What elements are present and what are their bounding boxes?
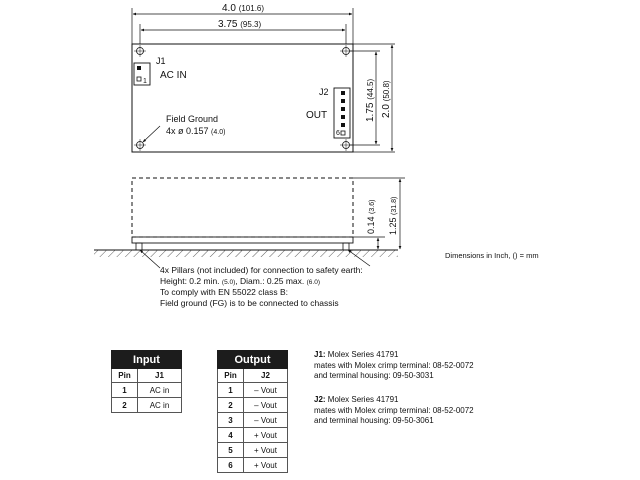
- table-row: [218, 413, 288, 428]
- output-col-j2: J2: [244, 369, 288, 383]
- table-row: [112, 398, 182, 413]
- field-ground-label: Field Ground: [166, 114, 219, 124]
- input-pin-table: [111, 350, 182, 413]
- j1-note-series: Molex Series 41791: [327, 350, 399, 359]
- field-ground-leader: [143, 126, 160, 142]
- side-view: [94, 178, 405, 308]
- output-col-pin: Pin: [218, 369, 244, 383]
- table-row: [112, 383, 182, 398]
- output-pin-number: 5: [218, 443, 244, 458]
- output-pin-function: + Vout: [244, 428, 288, 443]
- connector-j1: [134, 63, 150, 85]
- table-row: [218, 398, 288, 413]
- j2-note-series: Molex Series 41791: [327, 395, 399, 404]
- j1-pin-number: 1: [143, 78, 147, 85]
- dim-hole-vspacing: 1.75 (44.5): [365, 78, 376, 122]
- input-pin-function: AC in: [138, 383, 182, 398]
- out-label: OUT: [306, 110, 328, 121]
- ac-in-label: AC IN: [160, 70, 187, 81]
- output-table-title: Output: [218, 351, 288, 369]
- dim-side-height: 1.25 (31.8): [388, 196, 398, 235]
- input-col-pin: Pin: [112, 369, 138, 383]
- j2-note-line3: and terminal housing: 09-50-3061: [314, 416, 434, 425]
- output-pin-number: 4: [218, 428, 244, 443]
- input-col-j1: J1: [138, 369, 182, 383]
- table-row: [218, 383, 288, 398]
- j1-connector-note: [314, 350, 474, 382]
- dim-total-height: 2.0 (50.8): [381, 80, 392, 118]
- input-pin-number: 1: [112, 383, 138, 398]
- pillars-note-line3: To comply with EN 55022 class B:: [160, 287, 289, 297]
- input-pin-function: AC in: [138, 398, 182, 413]
- table-row: [218, 458, 288, 473]
- input-pin-number: 2: [112, 398, 138, 413]
- output-pin-number: 1: [218, 383, 244, 398]
- j2-label: J2: [319, 87, 329, 97]
- pillar-right: [343, 243, 349, 250]
- j1-note-title: J1:: [314, 350, 326, 359]
- output-pin-function: – Vout: [244, 398, 288, 413]
- output-pin-function: – Vout: [244, 413, 288, 428]
- output-pin-number: 2: [218, 398, 244, 413]
- top-view: [132, 3, 395, 152]
- dim-total-width: 4.0 (101.6): [222, 3, 265, 14]
- pillars-note-line1: 4x Pillars (not included) for connection to safety earth:: [160, 265, 363, 275]
- input-table-title: Input: [112, 351, 182, 369]
- j2-connector-note: [314, 395, 474, 427]
- output-pin-number: 6: [218, 458, 244, 473]
- j1-note-line2: mates with Molex crimp terminal: 08-52-0072: [314, 360, 474, 370]
- output-pin-function: + Vout: [244, 458, 288, 473]
- pillar-left: [136, 243, 142, 250]
- pillars-note-line2: Height: 0.2 min. (5.0), Diam.: 0.25 max. (6.0): [160, 276, 320, 286]
- j2-pin-number: 6: [336, 130, 340, 137]
- pillars-note-line4: Field ground (FG) is to be connected to chassis: [160, 298, 339, 308]
- dim-pillar: 0.14 (3.6): [366, 199, 376, 234]
- output-pin-function: – Vout: [244, 383, 288, 398]
- j1-note-line3: and terminal housing: 09-50-3031: [314, 371, 434, 380]
- output-pin-function: + Vout: [244, 443, 288, 458]
- table-row: [218, 428, 288, 443]
- units-note: Dimensions in Inch, () = mm: [445, 251, 539, 260]
- side-base-plate: [132, 237, 353, 243]
- j1-label: J1: [156, 56, 166, 66]
- table-row: [218, 443, 288, 458]
- mounting-hole-top-left: [134, 45, 146, 57]
- dim-hole-spacing: 3.75 (95.3): [218, 19, 262, 30]
- j2-note-line2: mates with Molex crimp terminal: 08-52-0072: [314, 405, 474, 415]
- j2-note-title: J2:: [314, 395, 326, 404]
- side-module-outline: [132, 178, 353, 237]
- output-pin-number: 3: [218, 413, 244, 428]
- hole-spec: 4x ø 0.157 (4.0): [166, 126, 226, 136]
- output-pin-table: [217, 350, 288, 473]
